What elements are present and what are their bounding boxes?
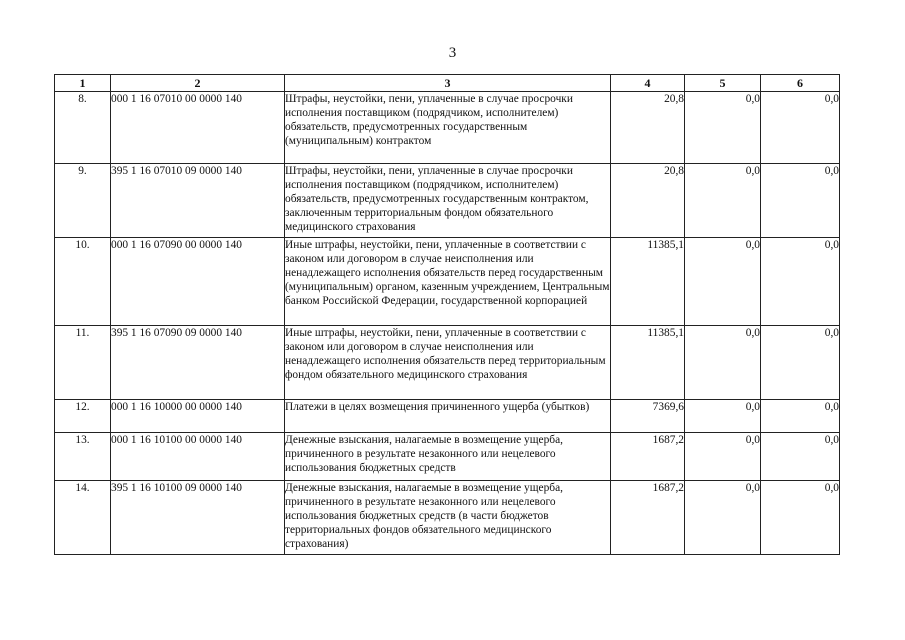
revenue-name: Штрафы, неустойки, пени, уплаченные в случае просрочки исполнения поставщиком (подрядчиком, исполнителем) обязательств, предусмотренных государственным (муниципальным) контрактом [285,92,611,164]
page-number: 3 [448,45,457,61]
value-col-5: 0,0 [685,400,761,433]
value-col-4: 20,8 [611,92,685,164]
header-col-5: 5 [685,75,761,92]
header-col-1: 1 [55,75,111,92]
header-col-2: 2 [111,75,285,92]
value-col-4: 20,8 [611,164,685,238]
value-col-4: 11385,1 [611,238,685,326]
value-col-4: 1687,2 [611,481,685,555]
revenue-name: Денежные взыскания, налагаемые в возмещение ущерба, причиненного в результате незаконного или нецелевого использования бюджетных средств (в части бюджетов территориальных фондов обязательного медицинского страхования) [285,481,611,555]
row-number: 12. [55,400,111,433]
row-number: 10. [55,238,111,326]
row-number: 13. [55,433,111,481]
value-col-5: 0,0 [685,164,761,238]
table-row [55,238,840,326]
value-col-6: 0,0 [761,326,840,400]
value-col-4: 11385,1 [611,326,685,400]
budget-code: 000 1 16 10000 00 0000 140 [111,400,285,433]
budget-code: 000 1 16 07090 00 0000 140 [111,238,285,326]
revenue-name: Иные штрафы, неустойки, пени, уплаченные в соответствии с законом или договором в случае неисполнения или ненадлежащего исполнения обязательств перед территориальным фондом обязательного медицинского страхования [285,326,611,400]
budget-code: 395 1 16 07010 09 0000 140 [111,164,285,238]
header-col-6: 6 [761,75,840,92]
value-col-6: 0,0 [761,433,840,481]
budget-code: 000 1 16 10100 00 0000 140 [111,433,285,481]
row-number: 11. [55,326,111,400]
value-col-5: 0,0 [685,92,761,164]
value-col-5: 0,0 [685,238,761,326]
value-col-6: 0,0 [761,238,840,326]
value-col-4: 1687,2 [611,433,685,481]
revenue-name: Иные штрафы, неустойки, пени, уплаченные в соответствии с законом или договором в случае неисполнения или ненадлежащего исполнения обязательств перед государственным (муниципальным) органом, казенным учреждением, Центральным банком Российской Федерации, государственной корпорацией [285,238,611,326]
value-col-5: 0,0 [685,326,761,400]
value-col-4: 7369,6 [611,400,685,433]
value-col-6: 0,0 [761,92,840,164]
table-row [55,400,840,433]
row-number: 14. [55,481,111,555]
budget-code: 000 1 16 07010 00 0000 140 [111,92,285,164]
table-row [55,326,840,400]
header-col-3: 3 [285,75,611,92]
budget-code: 395 1 16 07090 09 0000 140 [111,326,285,400]
table-header-row [55,75,840,92]
row-number: 9. [55,164,111,238]
revenue-name: Штрафы, неустойки, пени, уплаченные в случае просрочки исполнения поставщиком (подрядчиком, исполнителем) обязательств, предусмотренных государственным контрактом, заключенным территориальным фондом обязательного медицинского страхования [285,164,611,238]
value-col-5: 0,0 [685,481,761,555]
budget-revenue-table [54,74,840,555]
revenue-name: Платежи в целях возмещения причиненного ущерба (убытков) [285,400,611,433]
table-row [55,164,840,238]
table-row [55,92,840,164]
budget-code: 395 1 16 10100 09 0000 140 [111,481,285,555]
header-col-4: 4 [611,75,685,92]
revenue-name: Денежные взыскания, налагаемые в возмещение ущерба, причиненного в результате незаконного или нецелевого использования бюджетных средств [285,433,611,481]
value-col-6: 0,0 [761,481,840,555]
value-col-5: 0,0 [685,433,761,481]
table-row [55,481,840,555]
row-number: 8. [55,92,111,164]
value-col-6: 0,0 [761,164,840,238]
value-col-6: 0,0 [761,400,840,433]
table-row [55,433,840,481]
